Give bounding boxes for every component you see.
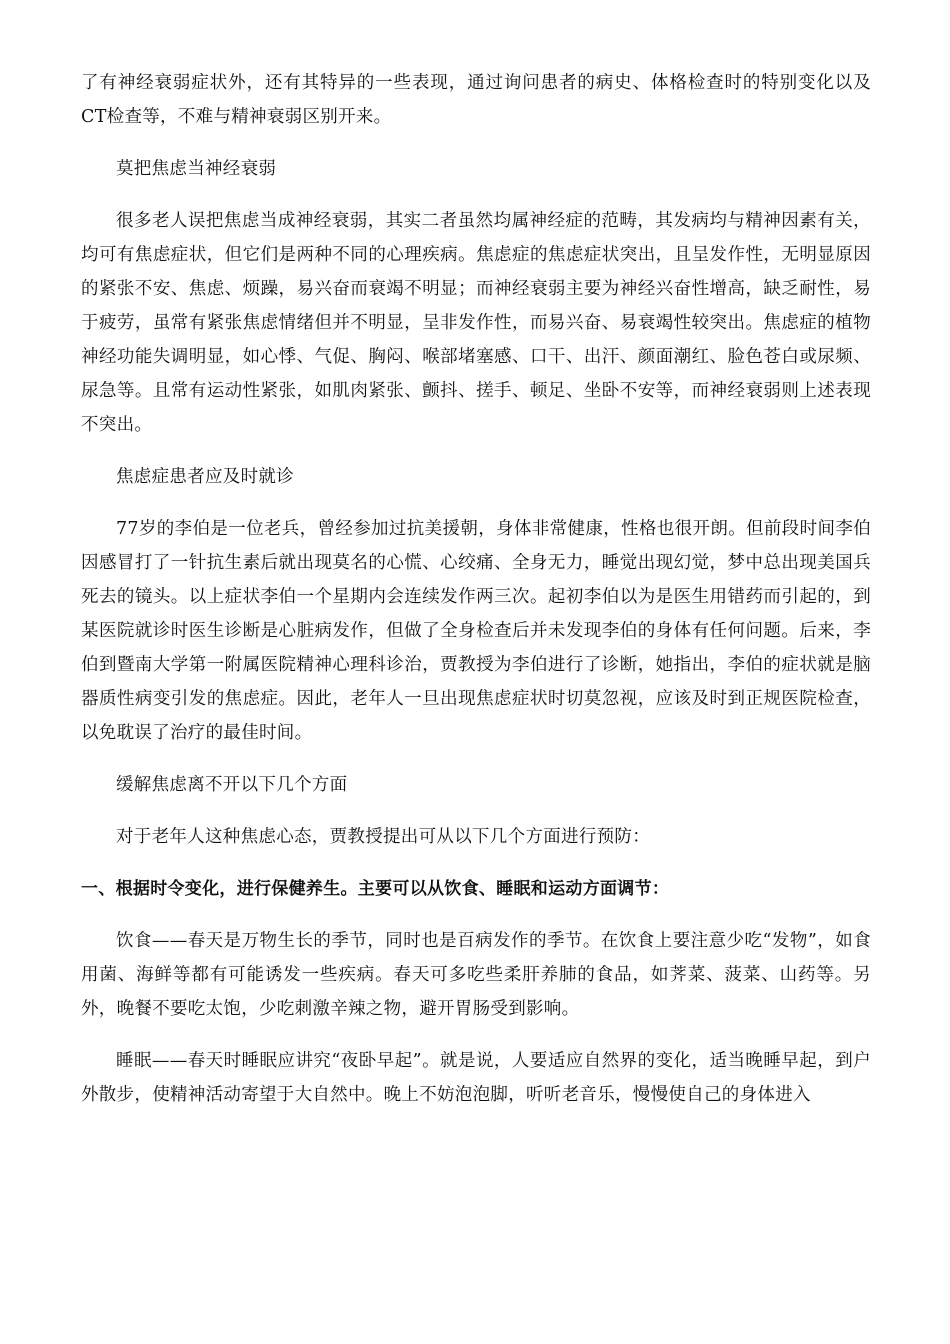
bold-heading-seasonal-care: 一、根据时令变化，进行保健养生。主要可以从饮食、睡眠和运动方面调节： xyxy=(81,879,670,899)
paragraph-case-story: 77岁的李伯是一位老兵，曾经参加过抗美援朝，身体非常健康，性格也很开朗。但前段时间李伯因感冒打了一针抗生素后就出现莫名的心慌、心绞痛、全身无力，睡觉出现幻觉，梦中总出现美国兵死去的镜头。以上症状李伯一个星期内会连续发作两三次。起初李伯以为是医生用错药而引起的，到某医院就诊时医生诊断是心脏病发作，但做了全身检查后并未发现李伯的身体有任何问题。后来，李伯到暨南大学第一附属医院精神心理科诊治，贾教授为李伯进行了诊断，她指出，李伯的症状就是脑器质性病变引发的焦虑症。因此，老年人一旦出现焦虑症状时切莫忽视，应该及时到正规医院检查，以免耽误了治疗的最佳时间。 xyxy=(81,519,871,743)
section-heading-relief: 缓解焦虑离不开以下几个方面 xyxy=(116,775,348,795)
paragraph-anxiety-vs-neurasthenia: 很多老人误把焦虑当成神经衰弱，其实二者虽然均属神经症的范畴，其发病均与精神因素有关，均可有焦虑症状，但它们是两种不同的心理疾病。焦虑症的焦虑症状突出，且呈发作性，无明显原因的紧张不安、焦虑、烦躁，易兴奋而衰竭不明显；而神经衰弱主要为神经兴奋性增高，缺乏耐性，易于疲劳，虽常有紧张焦虑情绪但并不明显，呈非发作性，而易兴奋、易衰竭性较突出。焦虑症的植物神经功能失调明显，如心悸、气促、胸闷、喉部堵塞感、口干、出汗、颜面潮红、脸色苍白或尿频、尿急等。且常有运动性紧张，如肌肉紧张、颤抖、搓手、顿足、坐卧不安等，而神经衰弱则上述表现不突出。 xyxy=(81,211,871,435)
document-page xyxy=(81,66,871,1130)
section-heading-anxiety-vs-neurasthenia: 莫把焦虑当神经衰弱 xyxy=(116,159,277,179)
paragraph-prevention-intro: 对于老年人这种焦虑心态，贾教授提出可从以下几个方面进行预防： xyxy=(116,827,650,847)
paragraph-sleep: 睡眠——春天时睡眠应讲究“夜卧早起”。就是说，人要适应自然界的变化，适当晚睡早起，到户外散步，使精神活动寄望于大自然中。晚上不妨泡泡脚，听听老音乐，慢慢使自己的身体进入 xyxy=(81,1051,871,1105)
section-heading-seek-treatment: 焦虑症患者应及时就诊 xyxy=(116,467,294,487)
paragraph-diet: 饮食——春天是万物生长的季节，同时也是百病发作的季节。在饮食上要注意少吃“发物”，如食用菌、海鲜等都有可能诱发一些疾病。春天可多吃些柔肝养肺的食品，如荠菜、菠菜、山药等。另外，晚餐不要吃太饱，少吃刺激辛辣之物，避开胃肠受到影响。 xyxy=(81,931,871,1019)
paragraph-intro-continuation: 了有神经衰弱症状外，还有其特异的一些表现，通过询问患者的病史、体格检查时的特别变化以及CT检查等，不难与精神衰弱区别开来。 xyxy=(81,73,871,127)
